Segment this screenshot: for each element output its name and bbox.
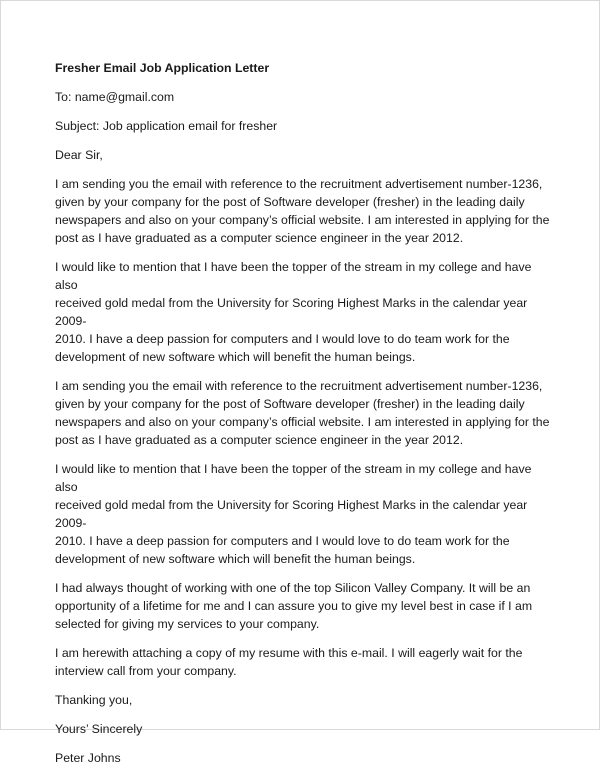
sign-off: Yours’ Sincerely [55,722,143,736]
paragraph-4: I would like to mention that I have been the topper of the stream in my college and have also received gold medal from the University for Scoring Highest Marks in the calendar year 2009- 2010. I have a deep passion for computers and I would love to do team work for the development of new software which will benefit the human beings. [55,462,532,566]
salutation: Dear Sir, [55,148,103,162]
paragraph-3: I am sending you the email with reference to the recruitment advertisement number-1236, given by your company for the post of Software developer (fresher) in the leading daily newspapers and also on your company’s official website. I am interested in applying for the post as I have graduated as a computer science engineer in the year 2012. [55,379,550,447]
signature-name: Peter Johns [55,751,121,765]
letter-body [55,59,555,767]
paragraph-6: I am herewith attaching a copy of my resume with this e-mail. I will eagerly wait for the interview call from your company. [55,646,523,678]
paragraph-1: I am sending you the email with reference to the recruitment advertisement number-1236, given by your company for the post of Software developer (fresher) in the leading daily newspapers and also on your company’s official website. I am interested in applying for the post as I have graduated as a computer science engineer in the year 2012. [55,177,550,245]
letter-title: Fresher Email Job Application Letter [55,61,270,75]
closing-line: Thanking you, [55,693,133,707]
paragraph-5: I had always thought of working with one of the top Silicon Valley Company. It will be an opportunity of a lifetime for me and I can assure you to give my level best in case if I am selected for giving my services to your company. [55,581,533,631]
subject-line: Subject: Job application email for fresher [55,119,278,133]
recipient-line: To: name@gmail.com [55,90,175,104]
paragraph-2: I would like to mention that I have been the topper of the stream in my college and have also received gold medal from the University for Scoring Highest Marks in the calendar year 2009- 2010. I have a deep passion for computers and I would love to do team work for the development of new software which will benefit the human beings. [55,260,532,364]
